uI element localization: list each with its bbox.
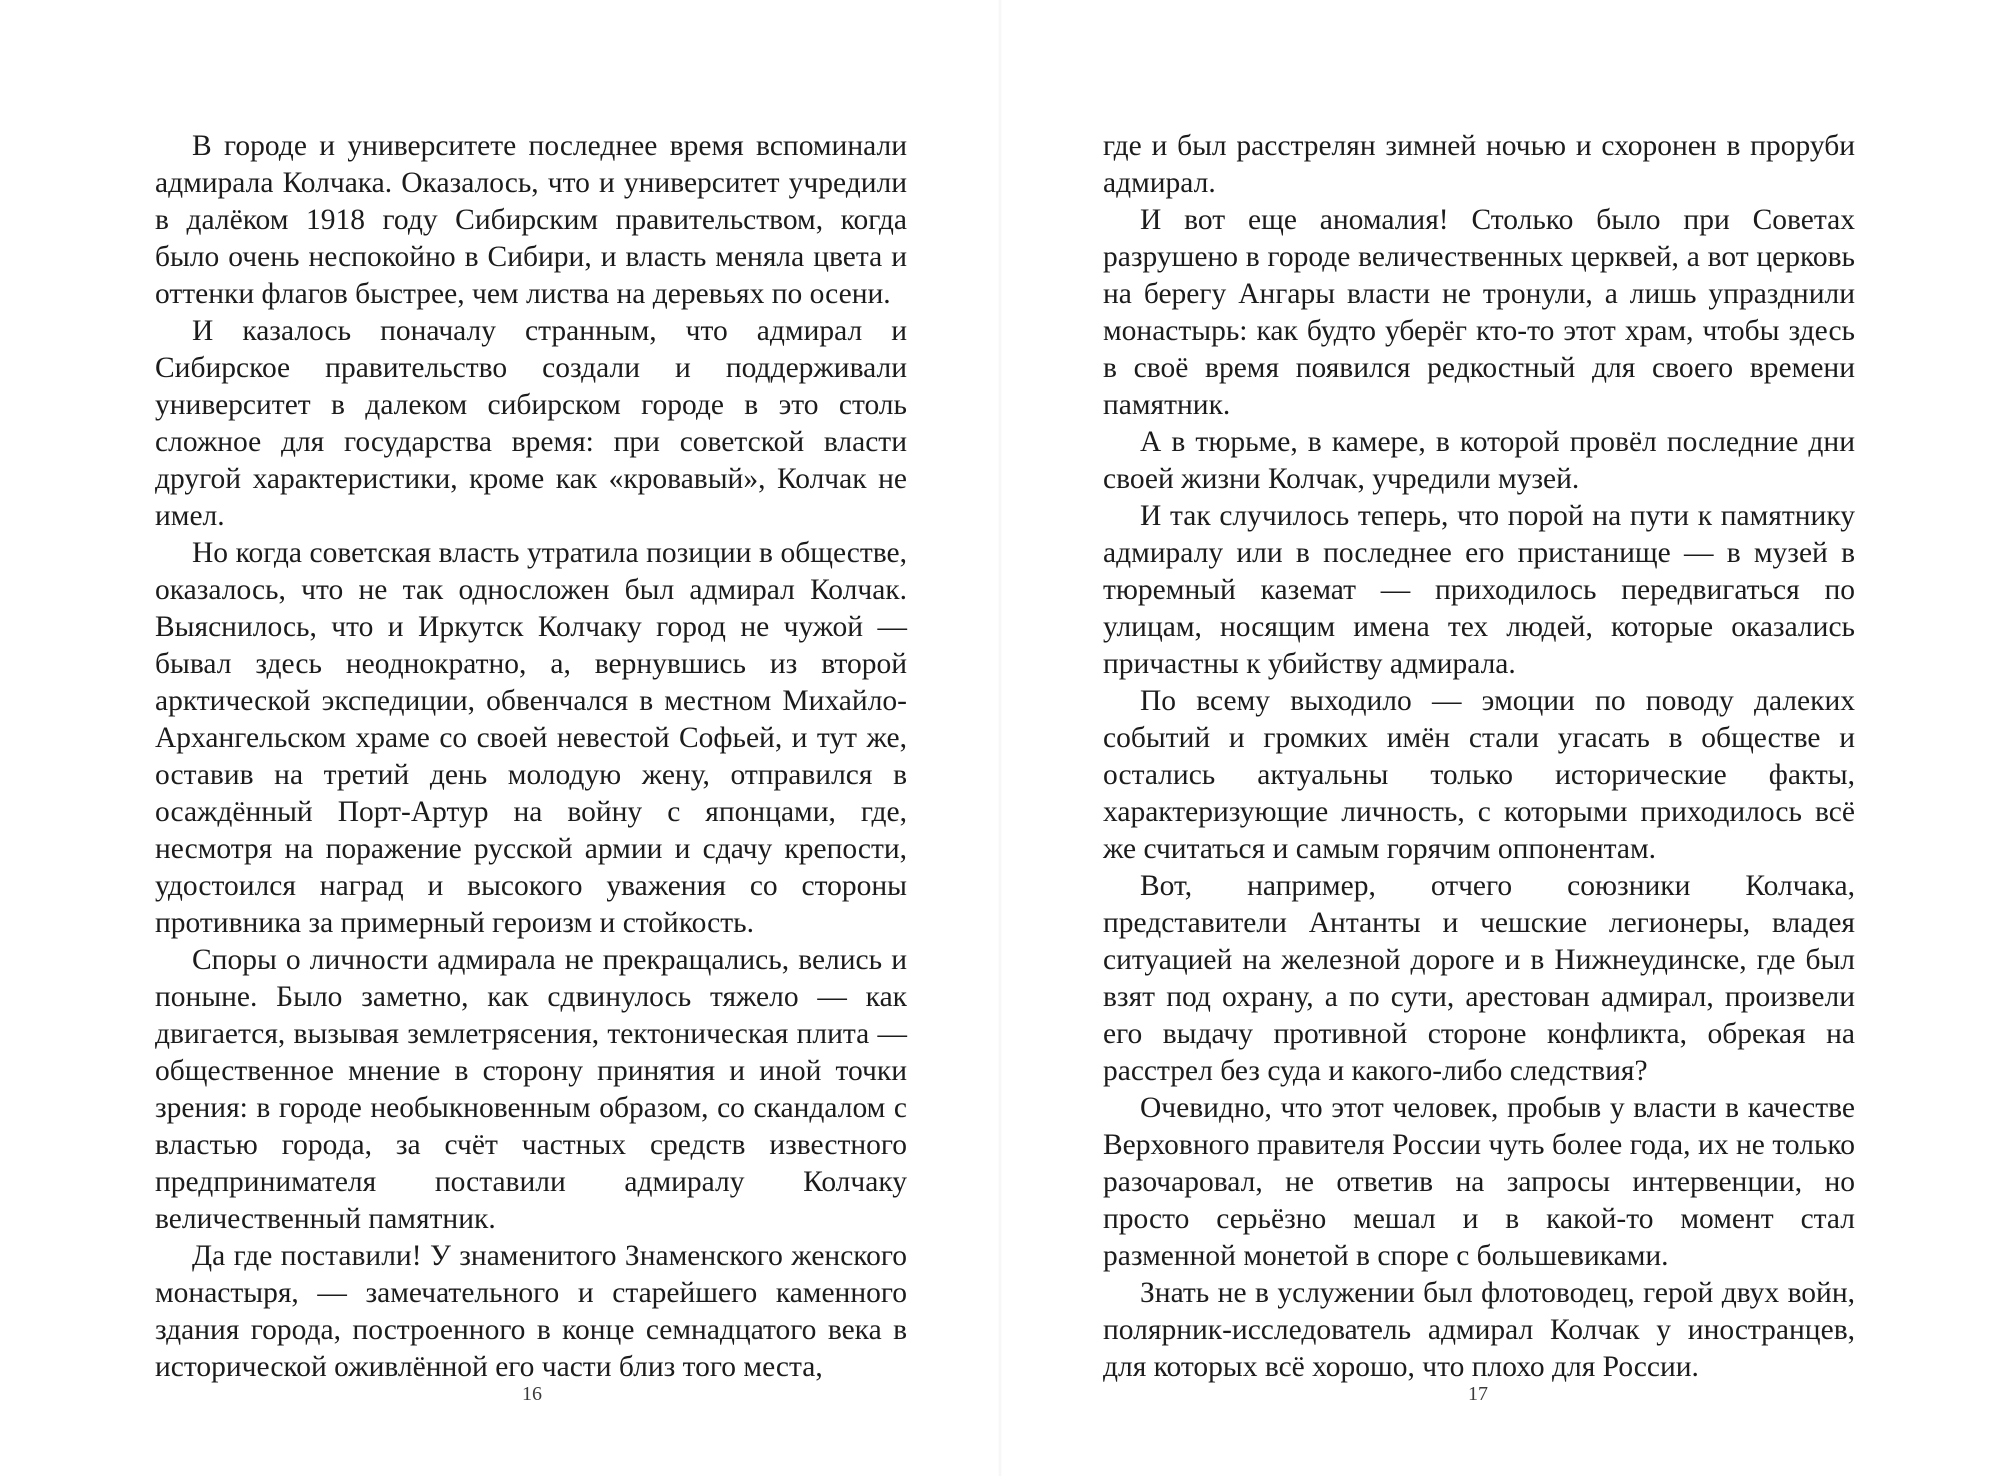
right-paragraph-7: Очевидно, что этот человек, пробыв у власти в качестве Верховного правителя России чуть более года, их не только разочаровал, не ответив на запросы интервенции, но просто серьёзно мешал и в какой-то момент стал разменной монетой в споре с большевиками. (1103, 1092, 1855, 1272)
left-paragraph-2: И казалось поначалу странным, что адмирал и Сибирское правительство создали и поддерживали университет в далеком сибирском городе в это столь сложное для государства время: при советской власти другой характеристики, кроме как «кровавый», Колчак не имел. (155, 315, 907, 532)
left-paragraph-5: Да где поставили! У знаменитого Знаменского женского монастыря, — замечательного и старейшего каменного здания города, построенного в конце семнадцатого века в исторической оживлённой его части близ того места, (155, 1240, 907, 1383)
right-paragraph-1: где и был расстрелян зимней ночью и схоронен в проруби адмирал. (1103, 130, 1855, 199)
right-page-text (1103, 128, 1855, 1386)
right-page (1000, 0, 2000, 1476)
right-paragraph-8: Знать не в услужении был флотоводец, герой двух войн, полярник-исследователь адмирал Колчак у иностранцев, для которых всё хорошо, что плохо для России. (1103, 1277, 1855, 1383)
right-paragraph-3: А в тюрьме, в камере, в которой провёл последние дни своей жизни Колчак, учредили музей. (1103, 426, 1855, 495)
right-paragraph-4: И так случилось теперь, что порой на пути к памятнику адмиралу или в последнее его пристанище — в музей в тюремный каземат — приходилось передвигаться по улицам, носящим имена тех людей, которые оказались причастны к убийству адмирала. (1103, 500, 1855, 680)
right-paragraph-6: Вот, например, отчего союзники Колчака, представители Антанты и чешские легионеры, владея ситуацией на железной дороге и в Нижнеудинске, где был взят под охрану, а по сути, арестован адмирал, произвели его выдачу противной стороне конфликта, обрекая на расстрел без суда и какого-либо следствия? (1103, 870, 1855, 1087)
right-paragraph-2: И вот еще аномалия! Столько было при Советах разрушено в городе величественных церквей, а вот церковь на берегу Ангары власти не тронули, а лишь упразднили монастырь: как будто уберёг кто-то этот храм, чтобы здесь в своё время появился редкостный для своего времени памятник. (1103, 204, 1855, 421)
left-page-number: 16 (522, 1383, 542, 1405)
left-paragraph-3: Но когда советская власть утратила позиции в обществе, оказалось, что не так односложен был адмирал Колчак. Выяснилось, что и Иркутск Колчаку город не чужой — бывал здесь неоднократно, а, вернувшись из второй арктической экспедиции, обвенчался в местном Михайло-Архангельском храме со своей невестой Софьей, и тут же, оставив на третий день молодую жену, отправился в осаждённый Порт-Артур на войну с японцами, где, несмотря на поражение русской армии и сдачу крепости, удостоился наград и высокого уважения со стороны противника за примерный героизм и стойкость. (155, 537, 907, 939)
right-paragraph-5: По всему выходило — эмоции по поводу далеких событий и громких имён стали угасать в обществе и остались актуальны только исторические факты, характеризующие личность, с которыми приходилось всё же считаться и самым горячим оппонентам. (1103, 685, 1855, 865)
right-page-number: 17 (1468, 1383, 1488, 1405)
left-paragraph-1: В городе и университете последнее время вспоминали адмирала Колчака. Оказалось, что и университет учредили в далёком 1918 году Сибирским правительством, когда было очень неспокойно в Сибири, и власть меняла цвета и оттенки флагов быстрее, чем листва на деревьях по осени. (155, 130, 907, 310)
left-paragraph-4: Споры о личности адмирала не прекращались, велись и поныне. Было заметно, как сдвинулось тяжело — как двигается, вызывая землетрясения, тектоническая плита — общественное мнение в сторону принятия и иной точки зрения: в городе необыкновенным образом, со скандалом с властью города, за счёт частных средств известного предпринимателя поставили адмиралу Колчаку величественный памятник. (155, 944, 907, 1235)
left-page-text (155, 128, 907, 1386)
